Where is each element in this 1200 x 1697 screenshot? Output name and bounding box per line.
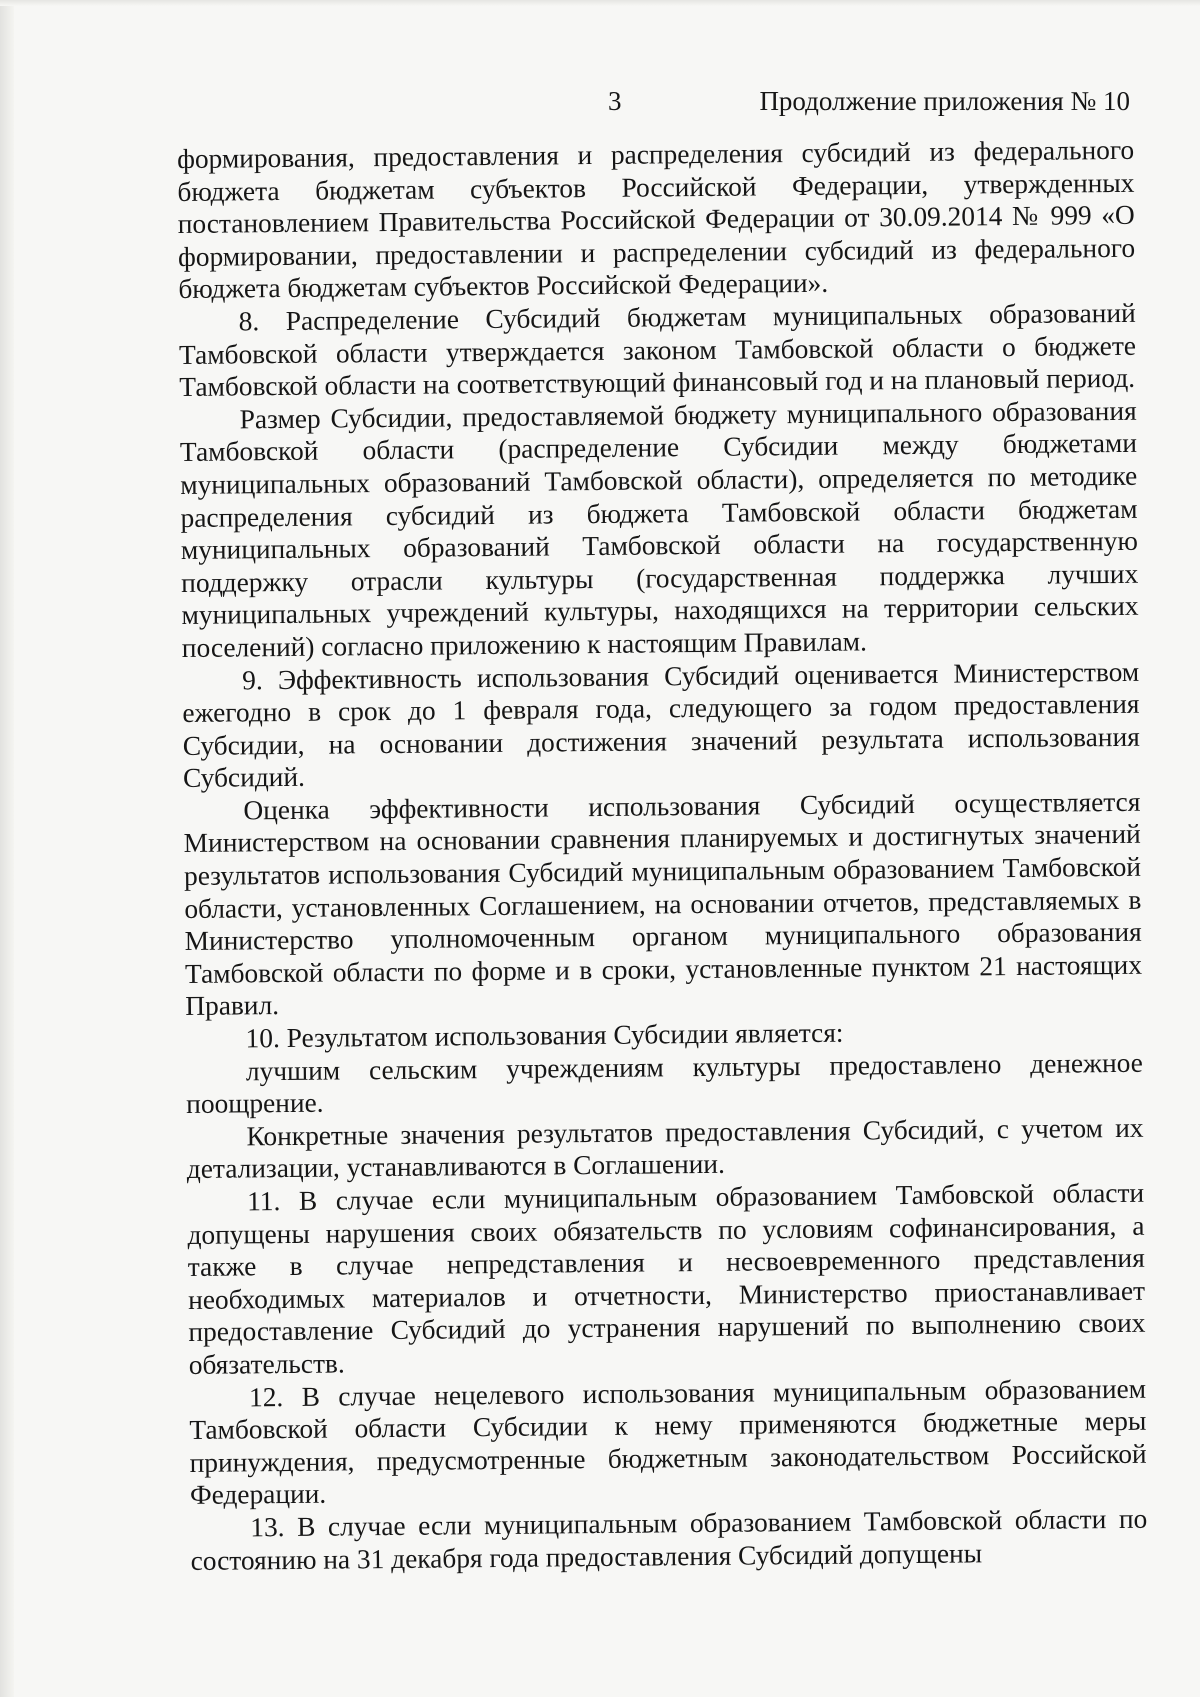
page-header — [180, 80, 1130, 122]
paragraph-8-distribution: 8. Распределение Субсидий бюджетам муниципальных образований Тамбовской области утверждается законом Тамбовской области о бюджете Тамбовской области на соответствующий финансовый год и на плановый период. — [178, 297, 1137, 403]
paragraph-11-violations: 11. В случае если муниципальным образованием Тамбовской области допущены нарушения своих обязательств по условиям софинансирования, а также в случае непредставления и несвоевременного представления необходимых материалов и отчетности, Министерство приостанавливает предоставление Субсидий до устранения нарушений по выполнению своих обязательств. — [187, 1177, 1146, 1380]
paragraph-13-year-end: 13. В случае если муниципальным образованием Тамбовской области по состоянию на 31 декабря года предоставления Субсидий допущены — [190, 1503, 1148, 1576]
paragraph-10-result: 10. Результатом использования Субсидии является: — [245, 1017, 844, 1054]
paragraph-subsidy-size: Размер Субсидии, предоставляемой бюджету муниципального образования Тамбовской области (распределение Субсидии между бюджетами муниципальных образований Тамбовской области), определяется по методике распределения субсидий из бюджета Тамбовской области бюджетам муниципальных образований Тамбовской области на государственную поддержку отрасли культуры (государственная поддержка лучших муниципальных учреждений культуры, находящихся на территории сельских поселений) согласно приложению к настоящим Правилам. — [179, 395, 1139, 663]
paragraph-result-description: лучшим сельским учреждениям культуры предоставлено денежное поощрение. — [186, 1047, 1144, 1120]
paragraph-12-misuse: 12. В случае нецелевого использования муниципальным образованием Тамбовской области Субсидии к нему применяются бюджетные меры принуждения, предусмотренные бюджетным законодательством Российской Федерации. — [189, 1373, 1147, 1511]
paragraph-efficiency-evaluation: Оценка эффективности использования Субсидий осуществляется Министерством на основании сравнения планируемых и достигнутых значений результатов использования Субсидий муниципальным образованием Тамбовской области, установленных Соглашением, на основании отчетов, представляемых в Министерство уполномоченным органом муниципального образования Тамбовской области по форме и в сроки, установленные пунктом 21 настоящих Правил. — [183, 786, 1143, 1022]
appendix-continuation-note: Продолжение приложения № 10 — [759, 86, 1130, 116]
scan-top-shadow — [0, 0, 1200, 6]
document-body — [177, 134, 1148, 1577]
paragraph-9-efficiency: 9. Эффективность использования Субсидий оценивается Министерством ежегодно в срок до 1 февраля года, следующего за годом предоставления Субсидии, на основании достижения значений результата использования Субсидий. — [182, 656, 1140, 794]
paragraph-result-values: Конкретные значения результатов предоставления Субсидий, с учетом их детализации, устанавливаются в Соглашении. — [186, 1112, 1144, 1185]
scan-edge-shadow — [0, 0, 14, 1697]
paragraph-federal-rules-continuation: формирования, предоставления и распределения субсидий из федерального бюджета бюджетам субъектов Российской Федерации, утвержденных постановлением Правительства Российской Федерации от 30.09.2014 № 999 «О формировании, предоставлении и распределении субсидий из федерального бюджета бюджетам субъектов Российской Федерации». — [177, 134, 1136, 305]
page-number: 3 — [608, 86, 622, 116]
